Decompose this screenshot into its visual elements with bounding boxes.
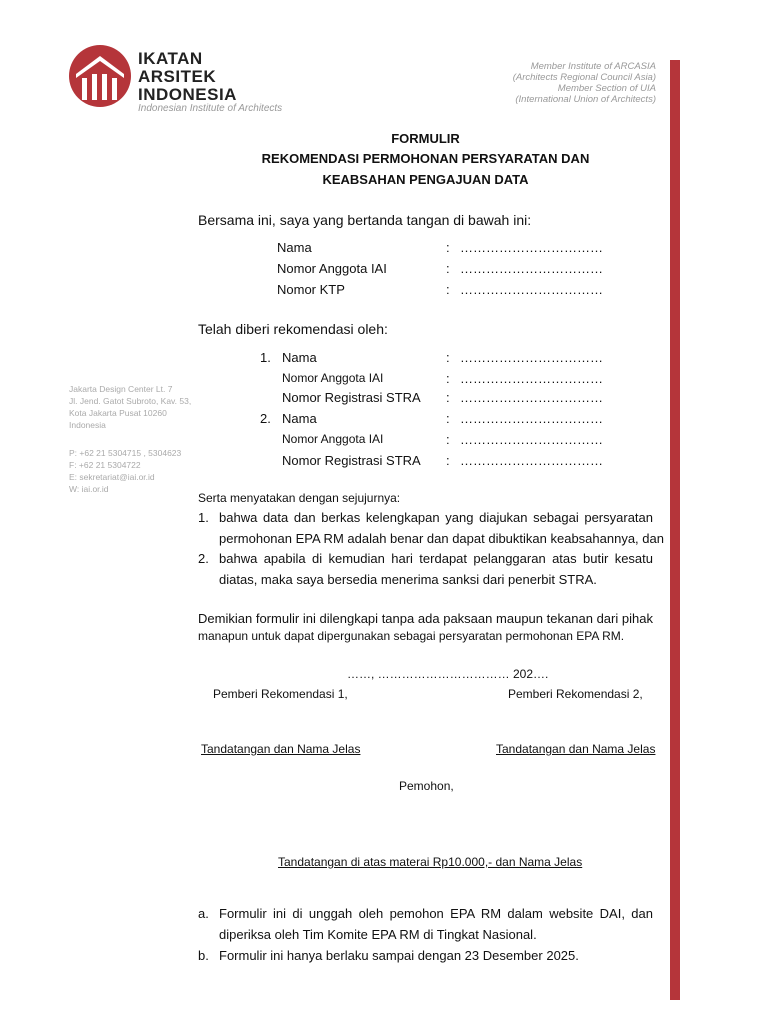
iai-logo — [68, 44, 283, 116]
logo-text-line3: INDONESIA — [138, 85, 237, 104]
field-label-ktp: Nomor KTP — [277, 282, 345, 297]
recommender-number: 2. — [260, 411, 271, 426]
date-line: ……, …………………………… 202…. — [347, 667, 549, 681]
applicant-signature-caption: Tandatangan di atas materai Rp10.000,- dan Nama Jelas — [278, 855, 583, 869]
recommender-name-label: Nama — [282, 350, 317, 365]
recommender-stra-blank: …………………………… — [460, 453, 603, 468]
form-title: FORMULIR — [391, 131, 460, 146]
logo-text-line2: ARSITEK — [138, 67, 217, 86]
field-colon: : — [446, 432, 450, 447]
field-colon: : — [446, 453, 450, 468]
applicant-signer-label: Pemohon, — [399, 779, 454, 793]
field-colon: : — [446, 350, 450, 365]
sidebar-contacts — [69, 447, 181, 495]
recommended-by-heading: Telah diberi rekomendasi oleh: — [198, 321, 388, 337]
logo-subtitle: Indonesian Institute of Architects — [138, 103, 283, 114]
field-colon: : — [446, 261, 450, 276]
field-label-name: Nama — [277, 240, 312, 255]
intro-text: Bersama ini, saya yang bertanda tangan di bawah ini: — [198, 212, 532, 228]
recommender-name-blank: …………………………… — [460, 350, 603, 365]
closing-text-line2: manapun untuk dapat dipergunakan sebagai persyaratan permohonan EPA RM. — [198, 629, 625, 643]
note-marker: a. — [198, 906, 209, 921]
recommender-number: 1. — [260, 350, 271, 365]
field-colon: : — [446, 282, 450, 297]
statement-intro: Serta menyatakan dengan sejujurnya: — [198, 491, 401, 505]
address-line: Jakarta Design Center Lt. 7 — [69, 384, 173, 394]
statement-line: permohonan EPA RM adalah benar dan dapat dibuktikan keabsahannya, dan — [219, 531, 664, 546]
recommender1-signer-label: Pemberi Rekomendasi 1, — [213, 687, 348, 701]
contact-line: E: sekretariat@iai.or.id — [69, 472, 155, 482]
statement-line: bahwa data dan berkas kelengkapan yang diajukan sebagai persyaratan — [219, 510, 653, 525]
field-blank-ktp: …………………………… — [460, 282, 603, 297]
closing-text: Demikian formulir ini dilengkapi tanpa ada paksaan maupun tekanan dari pihak — [198, 611, 653, 626]
recommender-member-blank: …………………………… — [460, 371, 603, 386]
field-blank-name: …………………………… — [460, 240, 603, 255]
recommender-name-blank: …………………………… — [460, 411, 603, 426]
recommender-member-blank: …………………………… — [460, 432, 603, 447]
recommender2-signer-label: Pemberi Rekomendasi 2, — [508, 687, 643, 701]
note-line: Formulir ini hanya berlaku sampai dengan 23 Desember 2025. — [219, 948, 579, 963]
logo-text-line1: IKATAN — [138, 49, 203, 68]
field-blank-member: …………………………… — [460, 261, 603, 276]
recommender-member-label: Nomor Anggota IAI — [282, 371, 384, 385]
decorative-red-bar — [670, 60, 680, 1000]
membership-line: Member Institute of ARCASIA — [530, 61, 656, 72]
contact-line: W: iai.or.id — [69, 484, 109, 494]
contact-line: P: +62 21 5304715 , 5304623 — [69, 448, 182, 458]
address-line: Jl. Jend. Gatot Subroto, Kav. 53, — [69, 396, 192, 406]
recommender-stra-blank: …………………………… — [460, 390, 603, 405]
membership-line: (Architects Regional Council Asia) — [512, 72, 656, 83]
form-title-line2: REKOMENDASI PERMOHONAN PERSYARATAN DAN — [261, 151, 590, 166]
recommender-stra-label: Nomor Registrasi STRA — [282, 390, 421, 405]
note-marker: b. — [198, 948, 209, 963]
statement-number: 1. — [198, 510, 209, 525]
membership-line: Member Section of UIA — [557, 83, 656, 94]
recommender-stra-label: Nomor Registrasi STRA — [282, 453, 421, 468]
recommender-member-label: Nomor Anggota IAI — [282, 432, 384, 446]
recommender-name-label: Nama — [282, 411, 317, 426]
statement-number: 2. — [198, 551, 209, 566]
field-colon: : — [446, 411, 450, 426]
membership-info — [513, 61, 656, 105]
membership-line: (International Union of Architects) — [515, 94, 656, 105]
address-line: Kota Jakarta Pusat 10260 — [69, 408, 167, 418]
field-label-member: Nomor Anggota IAI — [277, 261, 387, 276]
form-title-line3: KEABSAHAN PENGAJUAN DATA — [322, 172, 529, 187]
sidebar-address — [69, 383, 191, 431]
field-colon: : — [446, 371, 450, 386]
signature-caption-2: Tandatangan dan Nama Jelas — [496, 742, 656, 756]
field-colon: : — [446, 390, 450, 405]
address-line: Indonesia — [69, 420, 106, 430]
contact-line: F: +62 21 5304722 — [69, 460, 141, 470]
field-colon: : — [446, 240, 450, 255]
statement-line: bahwa apabila di kemudian hari terdapat pelanggaran atas butir kesatu — [219, 551, 653, 566]
note-line: Formulir ini di unggah oleh pemohon EPA RM dalam website DAI, dan — [219, 906, 653, 921]
iai-logo-icon — [68, 44, 132, 108]
signature-caption-1: Tandatangan dan Nama Jelas — [201, 742, 361, 756]
statement-line: diatas, maka saya bersedia menerima sanksi dari penerbit STRA. — [219, 572, 597, 587]
note-line: diperiksa oleh Tim Komite EPA RM di Tingkat Nasional. — [219, 927, 537, 942]
